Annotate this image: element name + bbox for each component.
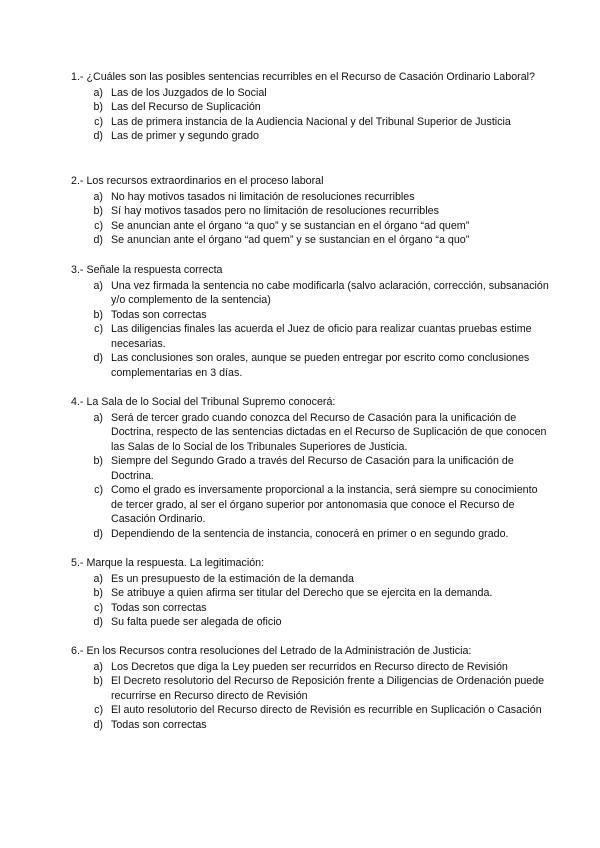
option-text: Se anuncian ante el órgano “a quo” y se sustancian en el órgano “ad quem” <box>111 219 470 232</box>
question-stem: 3.- Señale la respuesta correcta <box>71 264 223 276</box>
option-letter: a) <box>93 411 103 424</box>
answer-option-d <box>71 129 551 144</box>
option-letter: b) <box>93 455 103 467</box>
answer-option-a <box>71 279 551 308</box>
option-text: Las diligencias finales las acuerda el Juez de oficio para realizar cuantas pruebas estime necesarias. <box>111 323 532 350</box>
option-text: Se atribuye a quien afirma ser titular del Derecho que se ejercita en la demanda. <box>111 587 493 599</box>
option-letter: a) <box>93 572 103 585</box>
question-6 <box>71 644 551 732</box>
answer-option-d <box>71 233 551 248</box>
option-letter: b) <box>93 101 103 113</box>
option-text: Es un presupuesto de la estimación de la demanda <box>111 572 354 585</box>
answer-option-a <box>71 86 551 101</box>
option-text: El Decreto resolutorio del Recurso de Reposición frente a Diligencias de Ordenación puede recurrirse en Recurso directo de Revisión <box>111 675 545 702</box>
answer-option-c <box>71 703 551 718</box>
option-letter: b) <box>93 587 103 599</box>
option-letter: d) <box>93 130 103 142</box>
option-text: Siempre del Segundo Grado a través del Recurso de Casación para la unificación de Doctrina. <box>111 455 514 482</box>
option-text: Será de tercer grado cuando conozca del Recurso de Casación para la unificación de Doctrina, respecto de las sentencias dictadas en el Recurso de Suplicación de que conocen las Salas de lo Social de los Tribunales Superiores de Justicia. <box>111 411 547 453</box>
option-letter: b) <box>93 205 103 217</box>
option-text: Como el grado es inversamente proporcional a la instancia, será siempre su conocimiento de tercer grado, al ser el órgano superior por antonomasia que conoce el Recurso de Casación Ordinario. <box>111 484 538 525</box>
question-3 <box>71 263 551 380</box>
answer-option-b <box>71 674 551 703</box>
answer-options <box>71 279 551 381</box>
answer-options <box>71 572 551 630</box>
option-text: Dependiendo de la sentencia de instancia, conocerá en primer o en segundo grado. <box>111 527 509 540</box>
option-text: Todas son correctas <box>111 308 207 321</box>
question-stem: 4.- La Sala de lo Social del Tribunal Supremo conocerá: <box>71 396 336 408</box>
answer-option-c <box>71 322 551 351</box>
option-text: No hay motivos tasados ni limitación de resoluciones recurribles <box>111 190 415 203</box>
answer-option-a <box>71 660 551 675</box>
answer-option-b <box>71 308 551 323</box>
option-letter: a) <box>93 86 103 99</box>
question-stem: 5.- Marque la respuesta. La legitimación: <box>71 557 265 569</box>
answer-option-b <box>71 204 551 219</box>
answer-options <box>71 86 551 144</box>
option-letter: a) <box>93 190 103 203</box>
option-text: Una vez firmada la sentencia no cabe modificarla (salvo aclaración, corrección, subsanación y/o complemento de la sentencia) <box>111 279 549 306</box>
answer-options <box>71 660 551 733</box>
answer-option-c <box>71 601 551 616</box>
answer-option-d <box>71 527 551 542</box>
option-letter: c) <box>94 704 103 716</box>
question-stem: 2.- Los recursos extraordinarios en el proceso laboral <box>71 175 324 187</box>
option-text: Las del Recurso de Suplicación <box>111 101 261 113</box>
option-text: Las de los Juzgados de lo Social <box>111 86 267 99</box>
answer-option-a <box>71 190 551 205</box>
question-5 <box>71 556 551 630</box>
option-letter: d) <box>93 616 103 628</box>
option-text: Todas son correctas <box>111 601 207 614</box>
option-letter: c) <box>94 323 103 335</box>
option-letter: b) <box>93 675 103 687</box>
question-stem: 6.- En los Recursos contra resoluciones del Letrado de la Administración de Justicia: <box>71 645 472 657</box>
answer-options <box>71 411 551 542</box>
answer-option-b <box>71 454 551 483</box>
question-1 <box>71 70 551 144</box>
answer-option-b <box>71 100 551 115</box>
option-letter: d) <box>93 527 103 540</box>
question-stem: 1.- ¿Cuáles son las posibles sentencias recurribles en el Recurso de Casación Ordinario Laboral? <box>71 71 535 83</box>
answer-option-c <box>71 219 551 234</box>
answer-option-c <box>71 115 551 130</box>
option-text: Su falta puede ser alegada de oficio <box>111 616 282 628</box>
option-letter: b) <box>93 308 103 321</box>
option-text: Las conclusiones son orales, aunque se pueden entregar por escrito como conclusiones complementarias en 3 días. <box>111 352 530 379</box>
answer-option-a <box>71 572 551 587</box>
option-text: Se anuncian ante el órgano “ad quem” y se sustancian en el órgano “a quo” <box>111 234 470 246</box>
option-letter: d) <box>93 718 103 731</box>
question-4 <box>71 395 551 541</box>
answer-option-d <box>71 718 551 733</box>
option-letter: a) <box>93 660 103 673</box>
answer-option-d <box>71 351 551 380</box>
option-text: El auto resolutorio del Recurso directo de Revisión es recurrible en Suplicación o Casación <box>111 704 542 716</box>
option-text: Las de primer y segundo grado <box>111 130 259 142</box>
option-letter: d) <box>93 234 103 246</box>
answer-option-c <box>71 483 551 527</box>
answer-option-a <box>71 411 551 455</box>
option-letter: a) <box>93 279 103 292</box>
option-letter: d) <box>93 352 103 364</box>
option-letter: c) <box>94 219 103 232</box>
option-text: Los Decretos que diga la Ley pueden ser recurridos en Recurso directo de Revisión <box>111 660 508 673</box>
option-text: Las de primera instancia de la Audiencia Nacional y del Tribunal Superior de Justicia <box>111 115 511 128</box>
option-letter: c) <box>94 115 103 128</box>
question-2 <box>71 174 551 248</box>
option-text: Todas son correctas <box>111 718 207 731</box>
answer-options <box>71 190 551 248</box>
option-letter: c) <box>94 601 103 614</box>
option-text: Sí hay motivos tasados pero no limitación de resoluciones recurribles <box>111 205 439 217</box>
answer-option-d <box>71 615 551 630</box>
answer-option-b <box>71 586 551 601</box>
option-letter: c) <box>94 484 103 496</box>
